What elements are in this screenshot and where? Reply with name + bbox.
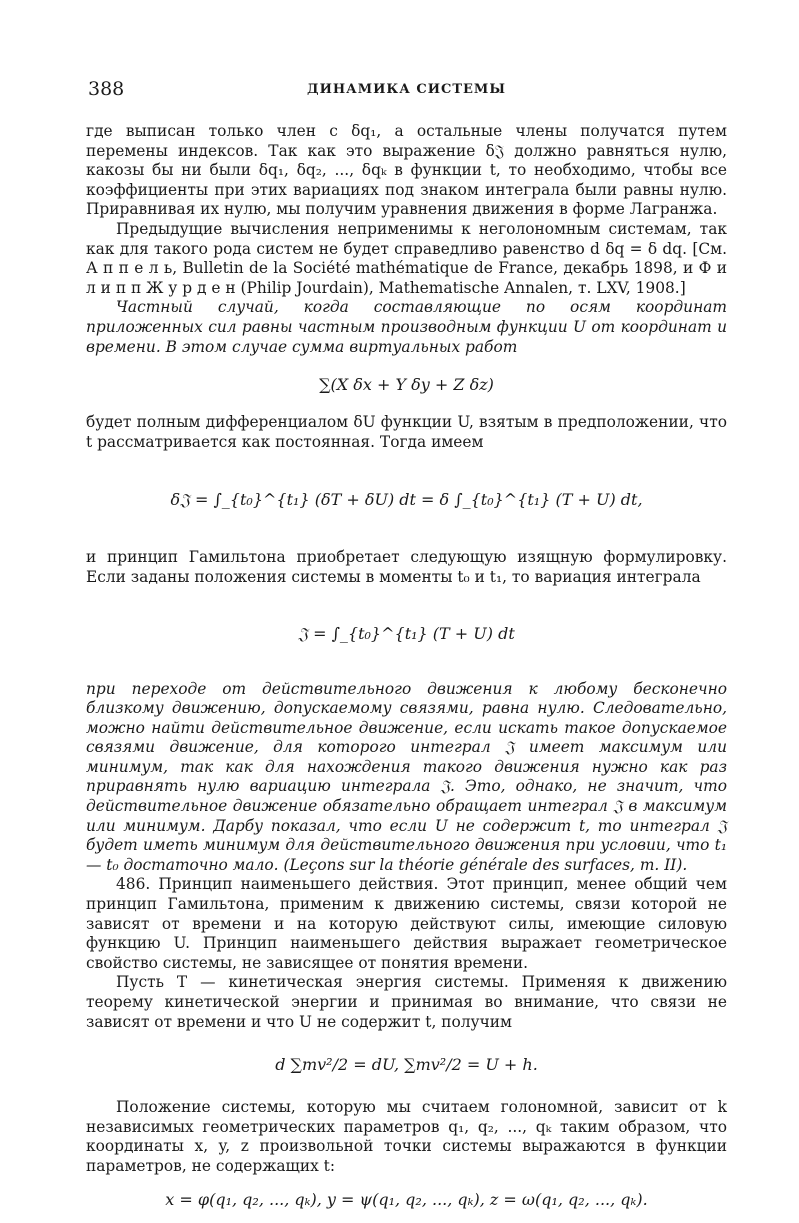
page-body — [86, 122, 727, 1217]
formula-kinetic-energy: d ∑mv²/2 = dU, ∑mv²/2 = U + h. — [275, 1055, 538, 1075]
formula-coordinates: x = φ(q₁, q₂, ..., qₖ), y = ψ(q₁, q₂, ..., qₖ), z = ω(q₁, q₂, ..., qₖ). — [165, 1189, 648, 1209]
formula-hamilton-variation: δ𝔍 = ∫_{t₀}^{t₁} (δT + δU) dt = δ ∫_{t₀}^{t₁} (T + U) dt, — [170, 490, 643, 510]
paragraph-3: Частный случай, когда составляющие по осям координат приложенных сил равны частным производным функции U от координат и времени. В этом случае сумма виртуальных работ — [86, 298, 727, 356]
page-header — [86, 78, 727, 108]
paragraph-5: и принцип Гамильтона приобретает следующую изящную формулировку. Если заданы положения системы в моменты t₀ и t₁, то вариация интеграла — [86, 548, 727, 586]
book-page — [86, 78, 727, 1223]
paragraph-7-section-486: 486. Принцип наименьшего действия. Этот принцип, менее общий чем принцип Гамильтона, применим к движению системы, связи которой не зависят от времени и на которую действуют силы, имеющие силовую функцию U. Принцип наименьшего действия выражает геометрическое свойство системы, не зависящее от понятия времени. — [86, 875, 727, 972]
formula-virtual-work: ∑(X δx + Y δy + Z δz) — [319, 375, 494, 395]
paragraph-6: при переходе от действительного движения к любому бесконечно близкому движению, допускаемому связями, равна нулю. Следовательно, можно найти действительное движение, если искать такое допускаемое связями движение, для которого интеграл 𝔍 имеет максимум или минимум, так как для нахождения такого движения нужно как раз приравнять нулю вариацию интеграла 𝔍. Это, однако, не значит, что действительное движение обязательно обращает интеграл 𝔍 в максимум или минимум. Дарбу показал, что если U не содержит t, то интеграл 𝔍 будет иметь минимум для действительного движения при условии, что t₁ — t₀ достаточно мало. (Leçons sur la théorie générale des surfaces, т. II). — [86, 679, 727, 874]
running-title: ДИНАМИКА СИСТЕМЫ — [307, 82, 506, 97]
page-number: 388 — [88, 78, 125, 100]
paragraph-9: Положение системы, которую мы считаем голономной, зависит от k независимых геометрических параметров q₁, q₂, ..., qₖ таким образом, что координаты x, y, z произвольной точки системы выражаются в функции параметров, не содержащих t: — [86, 1098, 727, 1175]
paragraph-1: где выписан только член с δq₁, а остальные члены получатся путем перемены индексов. Так как это выражение δ𝔍 должно равняться нулю, какозы бы ни были δq₁, δq₂, ..., δqₖ в функции t, то необходимо, чтобы все коэффициенты при этих вариациях под знаком интеграла были равны нулю. Приравнивая их нулю, мы получим уравнения движения в форме Лагранжа. — [86, 122, 727, 219]
paragraph-8: Пусть T — кинетическая энергия системы. Применяя к движению теорему кинетической энергии и принимая во внимание, что связи не зависят от времени и что U не содержит t, получим — [86, 973, 727, 1031]
formula-action-integral: 𝔍 = ∫_{t₀}^{t₁} (T + U) dt — [298, 623, 515, 643]
paragraph-2: Предыдущие вычисления неприменимы к неголономным системам, так как для такого рода систем не будет справедливо равенство d δq = δ dq. [См. А п п е л ь, Bulletin de la Société mathématique de France, декабрь 1898, и Ф и л и п п Ж у р д е н (Philip Jourdain), Mathematische Annalen, т. LXV, 1908.] — [86, 219, 727, 297]
paragraph-4: будет полным дифференциалом δU функции U, взятым в предположении, что t рассматривается как постоянная. Тогда имеем — [86, 413, 727, 451]
